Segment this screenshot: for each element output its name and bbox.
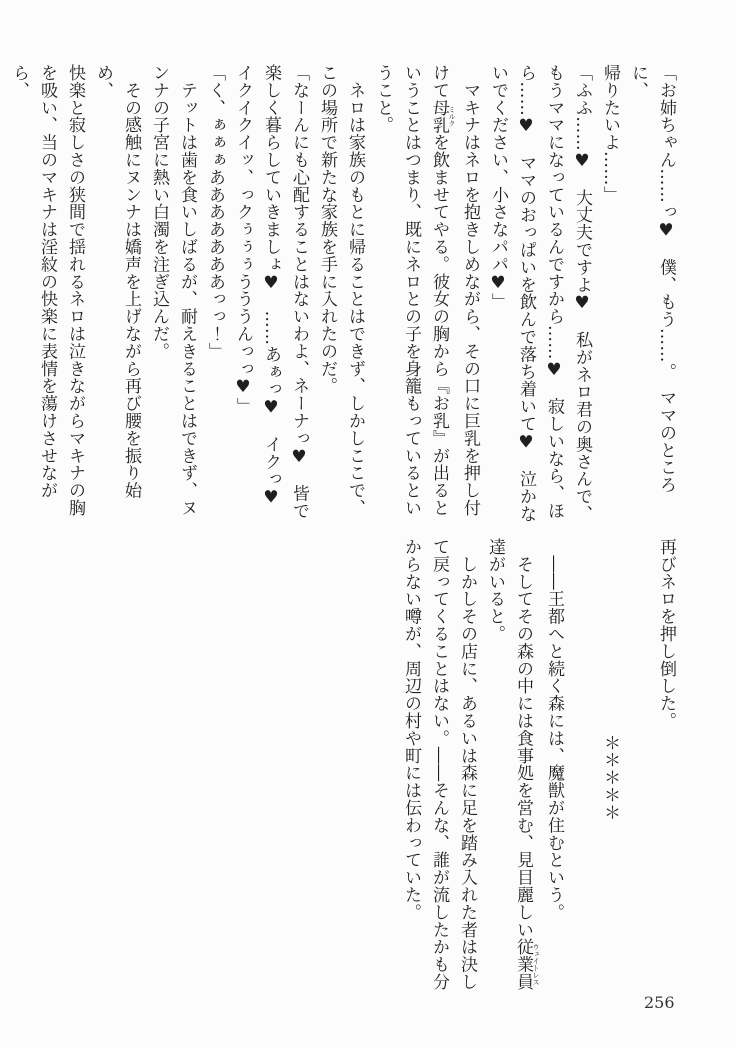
- text-line: 再びネロを押し倒した。: [656, 538, 676, 730]
- text-line: を吸い、当のマキナは淫紋の快楽に表情を蕩けさせながら、: [9, 64, 57, 499]
- text-line: うこと。: [373, 64, 393, 134]
- text-line: 達がいると。: [485, 538, 505, 643]
- text-line: しかしその店に、あるいは森に足を踏み入れた者は決し: [457, 538, 477, 991]
- text-line: からない噂が、周辺の村や町には伝わっていた。: [401, 538, 421, 921]
- text-line: 「く、ぁぁぁあああああああっっ！」: [205, 64, 225, 360]
- page-number: 256: [644, 993, 675, 1012]
- text-line: ――王都へと続く森には、魔獣が住むという。: [544, 538, 564, 921]
- ruby-annotated-word: 従業員 ウェイトレス: [513, 938, 540, 991]
- text-line: [568, 538, 596, 1016]
- text-line: ネロは家族のもとに帰ることはできず、しかしここで、: [345, 64, 365, 517]
- ruby-annotated-word: 母乳 ミルク: [429, 98, 456, 134]
- text-line: この場所で新たな家族を手に入れたのだ。: [317, 64, 337, 395]
- text-line: て戻ってくることはない。――そんな、誰が流したかも分: [429, 538, 449, 991]
- text-line: マキナはネロを抱きしめながら、その口に巨乳を押し付: [460, 64, 480, 517]
- text-line: もうママになっているんですから……♥ 寂しいなら、ほ: [544, 64, 564, 520]
- text-line: ンナの子宮に熱い白濁を注ぎ込んだ。: [149, 64, 169, 360]
- text-line: 「なーんにも心配することはないわよ、ネーナっ♥ 皆で: [289, 64, 309, 520]
- text-line: 「ふふ……♥ 大丈夫ですよ♥ 私がネロ君の奥さんで、: [572, 64, 592, 523]
- text-line: テットは歯を食いしばるが、耐えきることはできず、ヌ: [177, 64, 197, 517]
- text-line: ＊＊＊＊＊: [600, 733, 620, 821]
- text-line: [624, 538, 652, 1016]
- main-text-block: [5, 64, 680, 528]
- text-line: 「お姉ちゃん……っ♥ 僕、もう……。 ママのところに、: [628, 64, 676, 494]
- text-line: 快楽と寂しさの狭間で揺れるネロは泣きながらマキナの胸: [65, 64, 85, 517]
- text-line: けて母乳 ミルクを飲ませてやる。彼女の胸から『お乳』が出ると: [429, 64, 456, 517]
- text-line: その感触にヌンナは嬌声を上げながら再び腰を振り始め、: [93, 64, 141, 499]
- text-line: イクイクイッ、っクぅぅぅうううんっっ♥」: [233, 64, 253, 415]
- text-line: そしてその森の中には食事処を営む、見目麗しい従業員 ウェイトレス: [513, 538, 540, 991]
- text-line: ら……♥ ママのおっぱいを飲んで落ち着いて♥ 泣かな: [516, 64, 536, 523]
- text-line: いうことはつまり、既にネロとの子を身籠もっているとい: [401, 64, 421, 517]
- text-line: いでください、小さなパパ♥」: [488, 64, 508, 311]
- text-line: 楽しく暮らしていきましょ♥ ……あぁっ♥ イクっ♥: [261, 64, 281, 508]
- section-text-block: [397, 538, 680, 1016]
- text-line: 帰りたいよ……」: [600, 64, 620, 204]
